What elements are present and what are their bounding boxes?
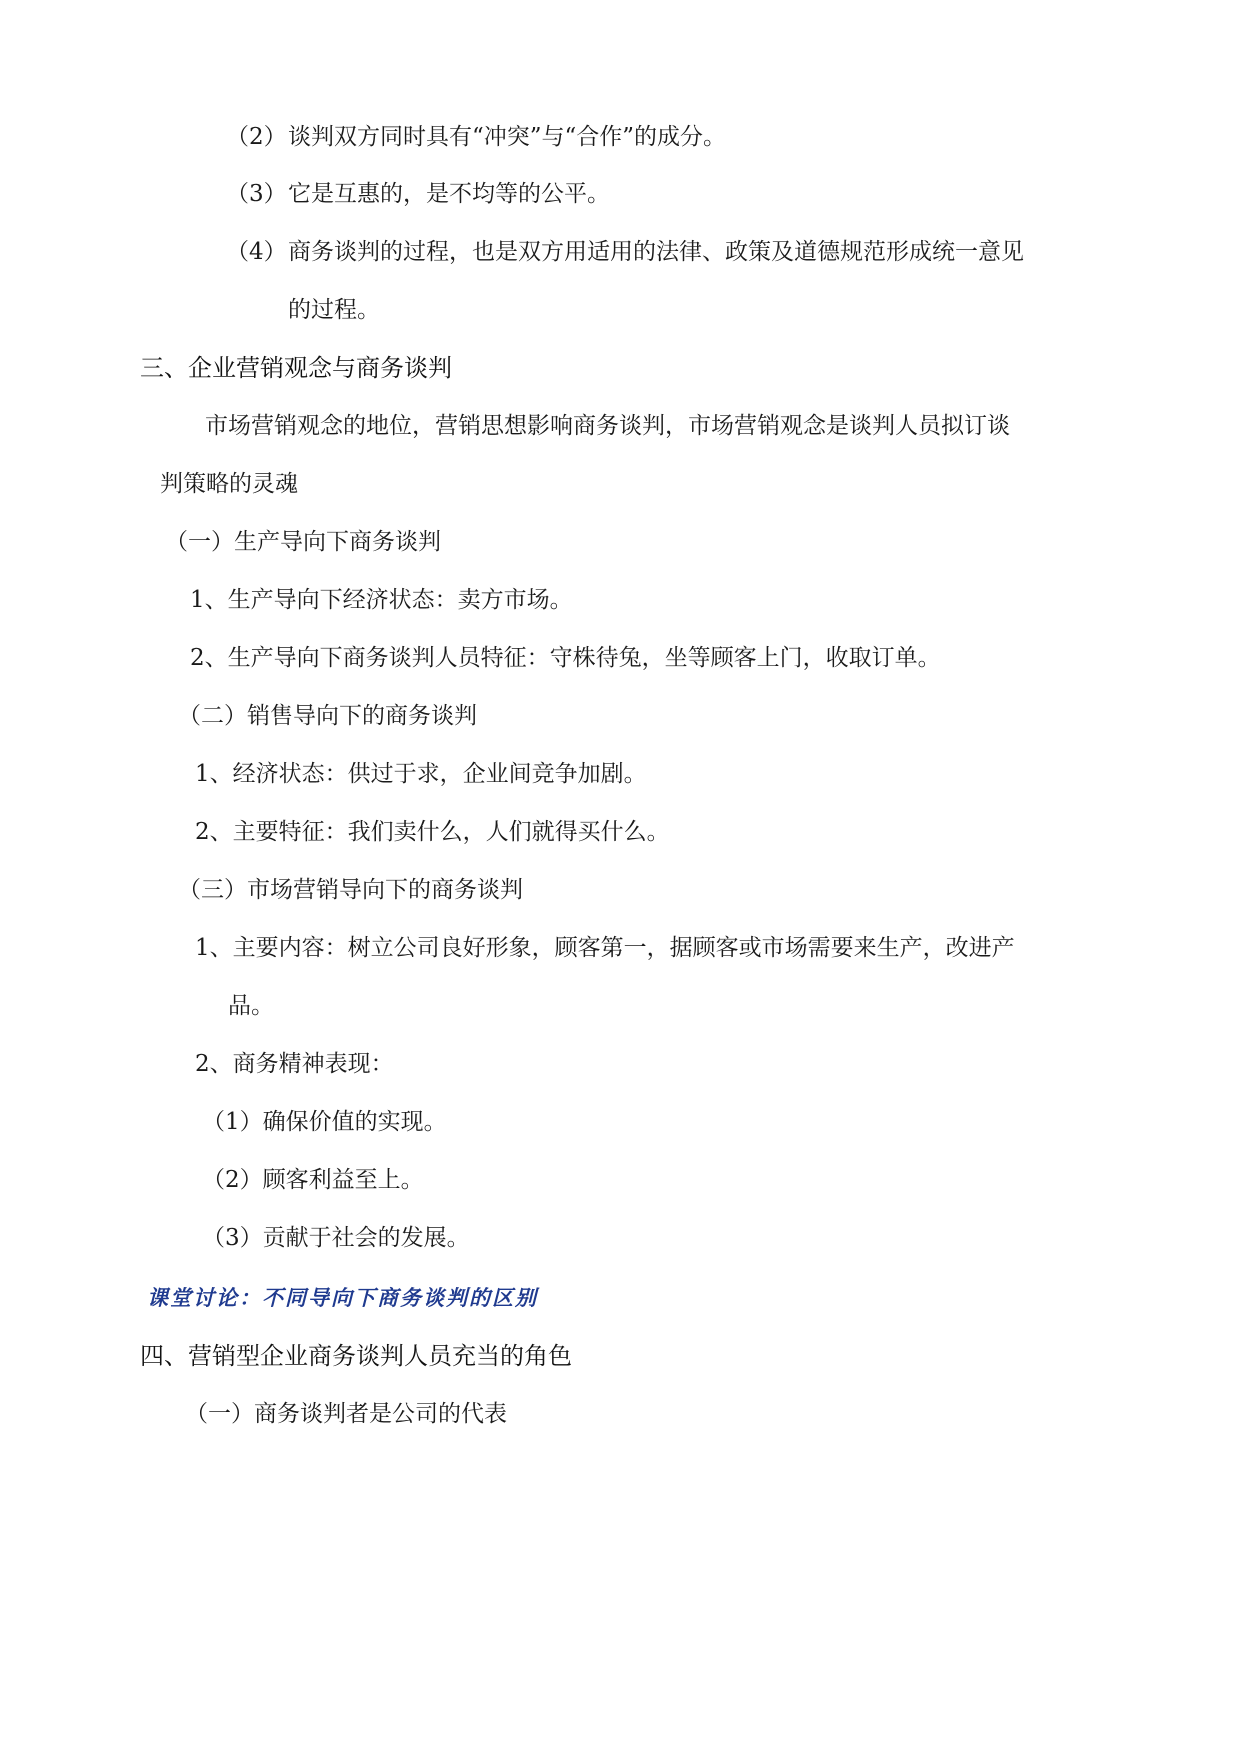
- subheading-representative: （一）商务谈判者是公司的代表: [185, 1401, 507, 1427]
- marketing-point-2: （2）顾客利益至上。: [202, 1167, 424, 1193]
- list-number: （4）: [226, 239, 287, 265]
- list-number: （3）: [226, 181, 287, 207]
- list-item-4: [226, 237, 1024, 267]
- marketing-item-1-continuation: 品。: [228, 993, 274, 1019]
- section-heading-4: 四、营销型企业商务谈判人员充当的角色: [140, 1342, 572, 1370]
- list-text: 商务谈判的过程，也是双方用适用的法律、政策及道德规范形成统一意见: [288, 239, 1024, 265]
- list-text: 它是互惠的，是不均等的公平。: [288, 181, 610, 207]
- list-item-3: [226, 179, 610, 209]
- marketing-point-3: （3）贡献于社会的发展。: [202, 1225, 470, 1251]
- sales-item-1: 1、经济状态：供过于求，企业间竞争加剧。: [195, 761, 647, 787]
- paragraph-line-2: 判策略的灵魂: [160, 471, 298, 497]
- sales-item-2: 2、主要特征：我们卖什么，人们就得买什么。: [195, 819, 670, 845]
- subheading-sales: （二）销售导向下的商务谈判: [178, 703, 477, 729]
- list-item-4-continuation: 的过程。: [288, 297, 380, 323]
- marketing-item-1: 1、主要内容：树立公司良好形象，顾客第一，据顾客或市场需要来生产，改进产: [195, 935, 1015, 961]
- marketing-item-2: 2、商务精神表现：: [195, 1051, 394, 1077]
- section-heading-3: 三、企业营销观念与商务谈判: [140, 354, 452, 382]
- marketing-point-1: （1）确保价值的实现。: [202, 1109, 447, 1135]
- paragraph-line-1: 市场营销观念的地位，营销思想影响商务谈判，市场营销观念是谈判人员拟订谈: [205, 413, 1010, 439]
- list-number: （2）: [226, 124, 287, 150]
- subheading-marketing: （三）市场营销导向下的商务谈判: [178, 877, 523, 903]
- list-text: 谈判双方同时具有“冲突”与“合作”的成分。: [288, 124, 727, 150]
- class-discussion: 课堂讨论：不同导向下商务谈判的区别: [147, 1285, 538, 1310]
- subheading-production: （一）生产导向下商务谈判: [165, 529, 441, 555]
- production-item-1: 1、生产导向下经济状态：卖方市场。: [190, 587, 573, 613]
- list-item-2: [226, 122, 726, 152]
- production-item-2: 2、生产导向下商务谈判人员特征：守株待兔，坐等顾客上门，收取订单。: [190, 645, 941, 671]
